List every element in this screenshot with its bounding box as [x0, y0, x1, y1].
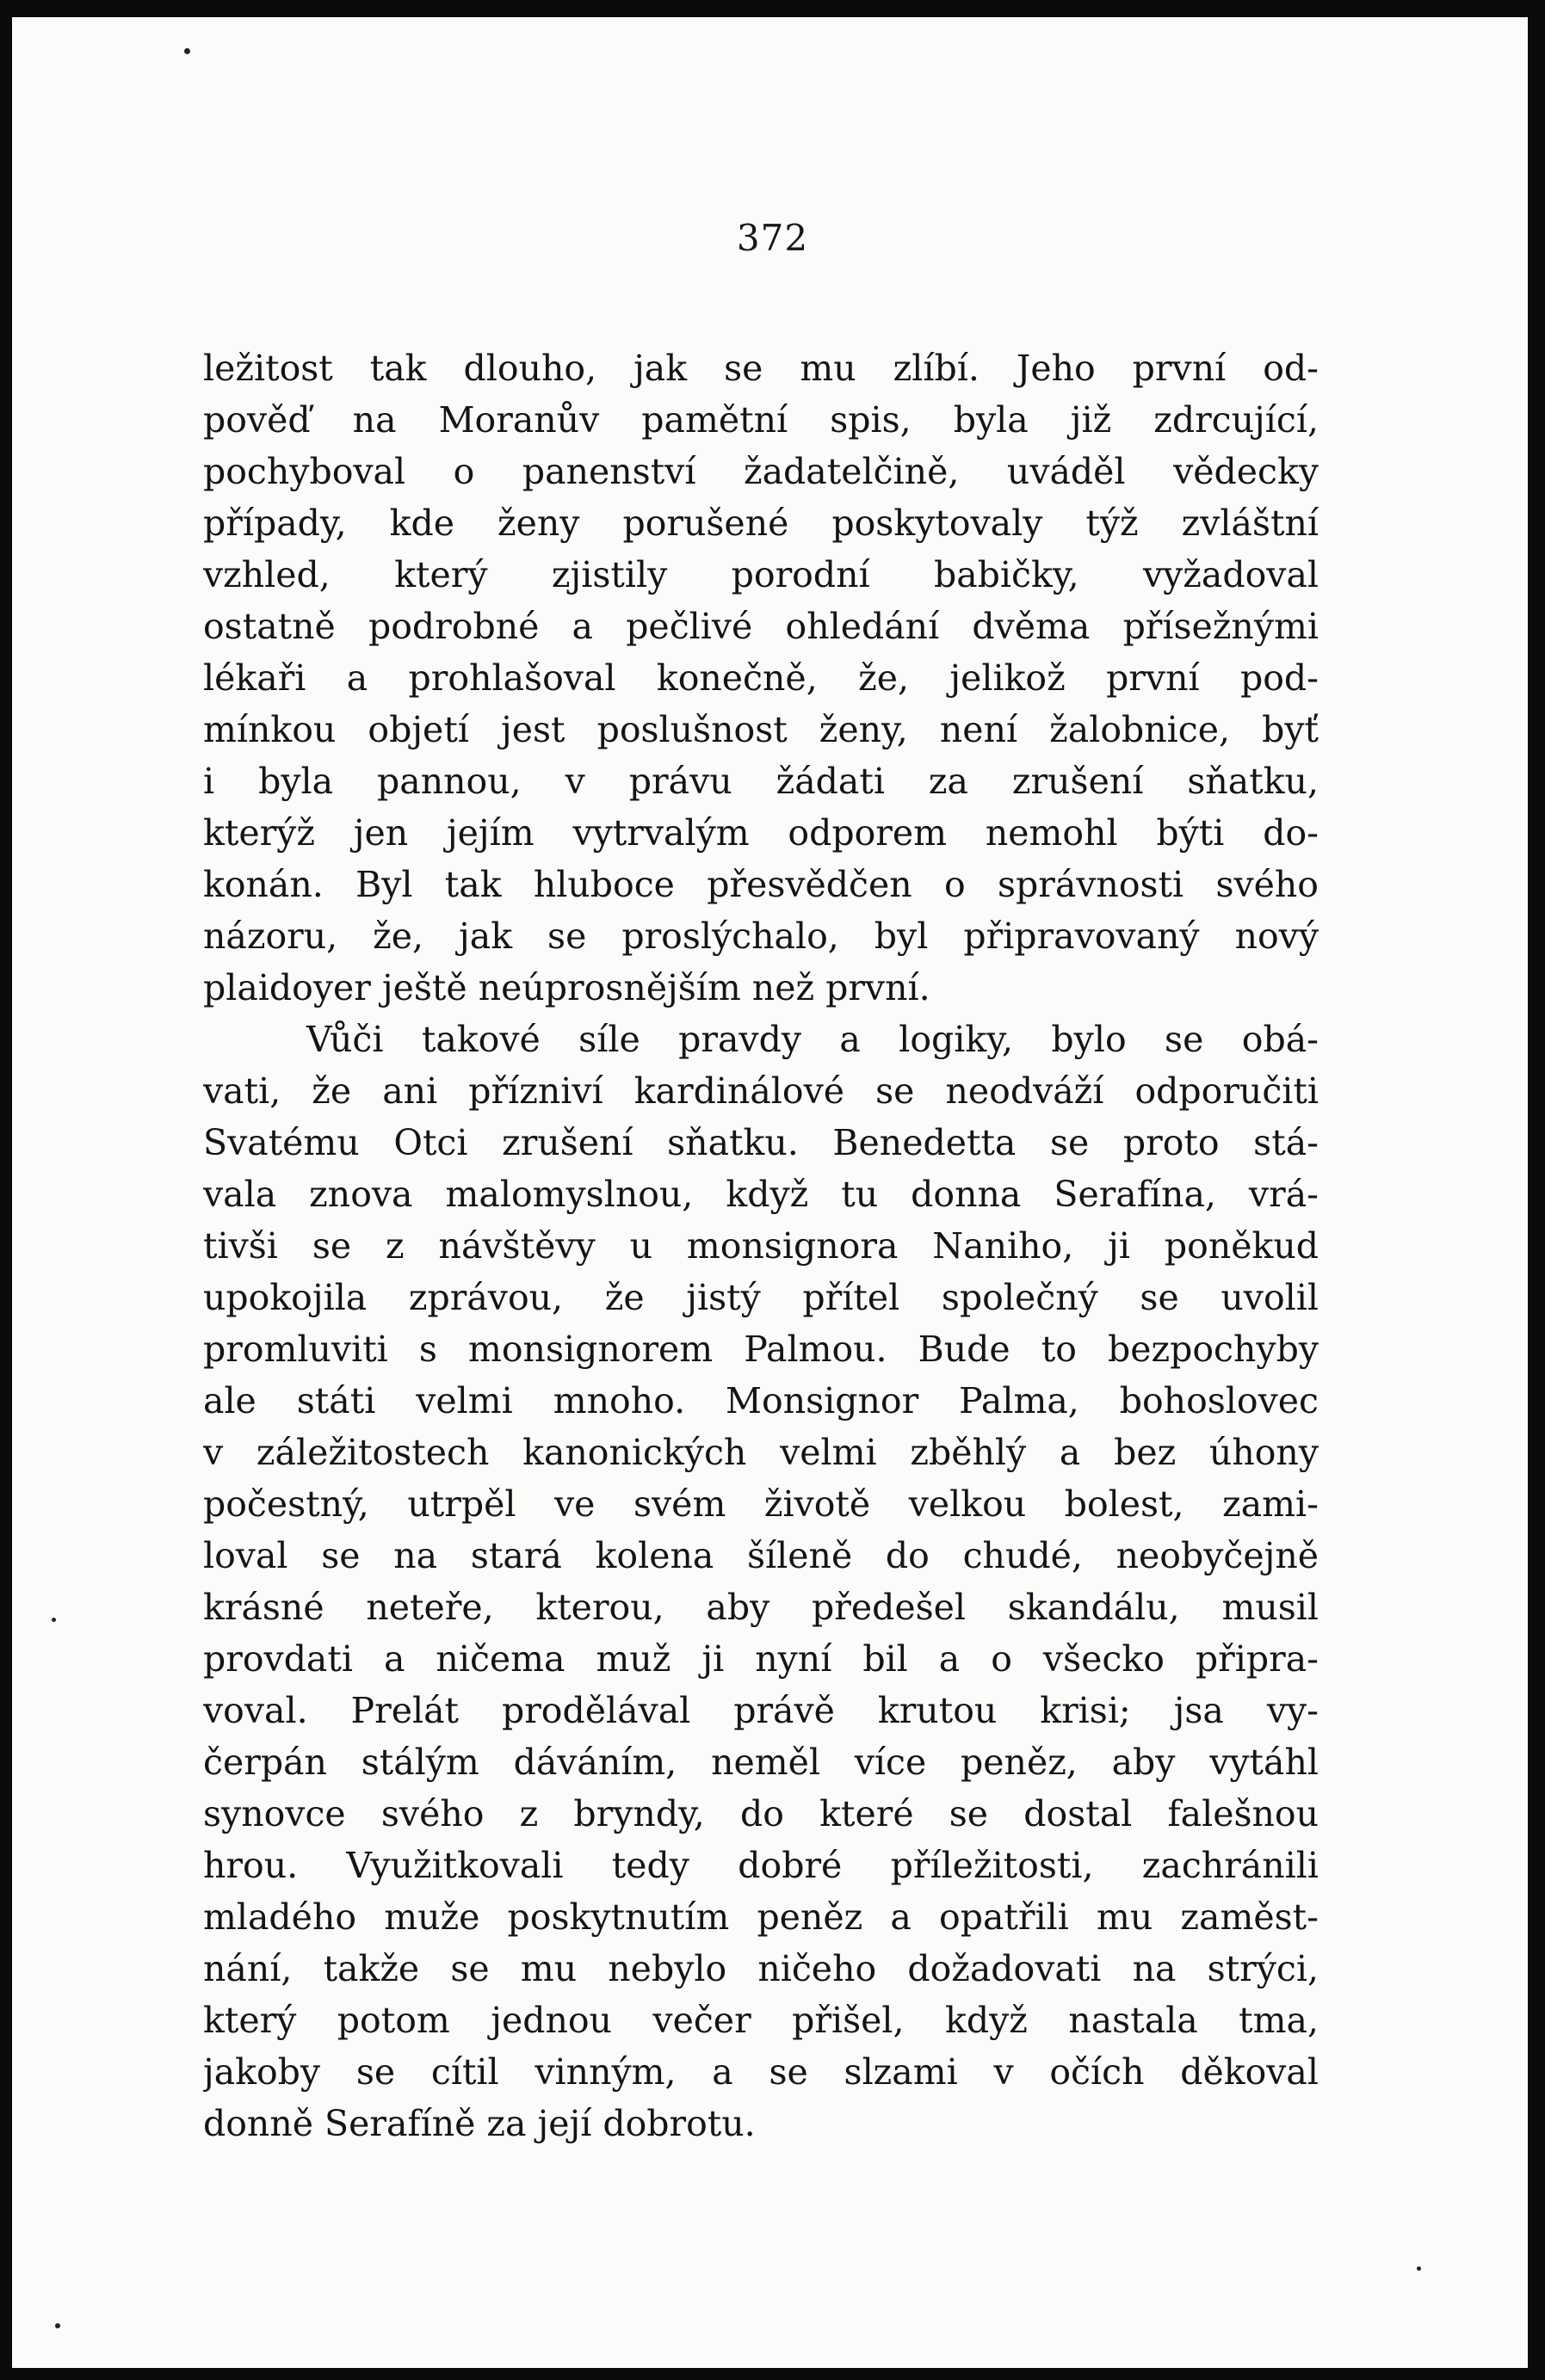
text-line: kterýž jen jejím vytrvalým odporem nemohl býti do- — [203, 812, 1319, 854]
text-line: donně Serafíně za její dobrotu. — [203, 2103, 756, 2144]
text-line: tivši se z návštěvy u monsignora Naniho, ji poněkud — [203, 1225, 1319, 1267]
text-line: vzhled, který zjistily porodní babičky, vyžadoval — [203, 554, 1319, 595]
text-line: plaidoyer ještě neúprosnějším než první. — [203, 967, 930, 1008]
text-line: i byla pannou, v právu žádati za zrušení sňatku, — [203, 761, 1319, 802]
page-number: 372 — [736, 217, 809, 259]
text-line: ale státi velmi mnoho. Monsignor Palma, bohoslovec — [203, 1380, 1319, 1421]
scan-border-bottom — [0, 2368, 1545, 2380]
text-line: pověď na Moranův pamětní spis, byla již zdrcující, — [203, 399, 1319, 441]
text-line: konán. Byl tak hluboce přesvědčen o správnosti svého — [203, 864, 1319, 905]
scan-border-left — [0, 0, 12, 2380]
text-line: loval se na stará kolena šíleně do chudé, neobyčejně — [203, 1535, 1319, 1576]
scan-speck — [55, 2323, 60, 2328]
text-line: upokojila zprávou, že jistý přítel společný se uvolil — [203, 1277, 1319, 1318]
text-line: Vůči takové síle pravdy a logiky, bylo se obá- — [306, 1019, 1319, 1060]
text-line: lékaři a prohlašoval konečně, že, jelikož první pod- — [203, 657, 1319, 699]
text-line: názoru, že, jak se proslýchalo, byl připravovaný nový — [203, 916, 1319, 957]
text-line: jakoby se cítil vinným, a se slzami v očích děkoval — [203, 2051, 1319, 2093]
scan-speck — [184, 48, 190, 54]
text-line: pochyboval o panenství žadatelčině, uváděl vědecky — [203, 451, 1319, 492]
scan-speck — [1417, 2266, 1421, 2271]
text-line: synovce svého z bryndy, do které se dostal falešnou — [203, 1793, 1319, 1834]
scan-border-top — [0, 0, 1545, 17]
text-line: ležitost tak dlouho, jak se mu zlíbí. Jeho první od- — [203, 348, 1319, 389]
text-line: v záležitostech kanonických velmi zběhlý a bez úhony — [203, 1432, 1319, 1473]
text-line: provdati a ničema muž ji nyní bil a o všecko připra- — [203, 1638, 1319, 1680]
text-line: vala znova malomyslnou, když tu donna Serafína, vrá- — [203, 1174, 1319, 1215]
text-line: krásné neteře, kterou, aby předešel skandálu, musil — [203, 1587, 1319, 1628]
scan-speck — [52, 1618, 56, 1622]
text-line: promluviti s monsignorem Palmou. Bude to bezpochyby — [203, 1329, 1319, 1370]
text-line: hrou. Využitkovali tedy dobré příležitosti, zachránili — [203, 1845, 1319, 1886]
text-line: čerpán stálým dáváním, neměl více peněz, aby vytáhl — [203, 1742, 1319, 1783]
text-line: počestný, utrpěl ve svém životě velkou bolest, zami- — [203, 1483, 1319, 1525]
text-line: Svatému Otci zrušení sňatku. Benedetta se proto stá- — [203, 1122, 1319, 1163]
text-line: který potom jednou večer přišel, když nastala tma, — [203, 2000, 1319, 2041]
scan-border-right — [1528, 0, 1545, 2380]
text-line: případy, kde ženy porušené poskytovaly týž zvláštní — [203, 503, 1319, 544]
text-line: ostatně podrobné a pečlivé ohledání dvěma přísežnými — [203, 606, 1319, 647]
text-line: vati, že ani přízniví kardinálové se neodváží odporučiti — [203, 1070, 1319, 1112]
text-line: mínkou objetí jest poslušnost ženy, není žalobnice, byť — [203, 709, 1319, 750]
text-line: nání, takže se mu nebylo ničeho dožadovati na strýci, — [203, 1948, 1319, 1989]
text-line: voval. Prelát prodělával právě krutou krisi; jsa vy- — [203, 1690, 1319, 1731]
text-line: mladého muže poskytnutím peněz a opatřili mu zaměst- — [203, 1896, 1319, 1938]
body-text — [203, 342, 1319, 2149]
